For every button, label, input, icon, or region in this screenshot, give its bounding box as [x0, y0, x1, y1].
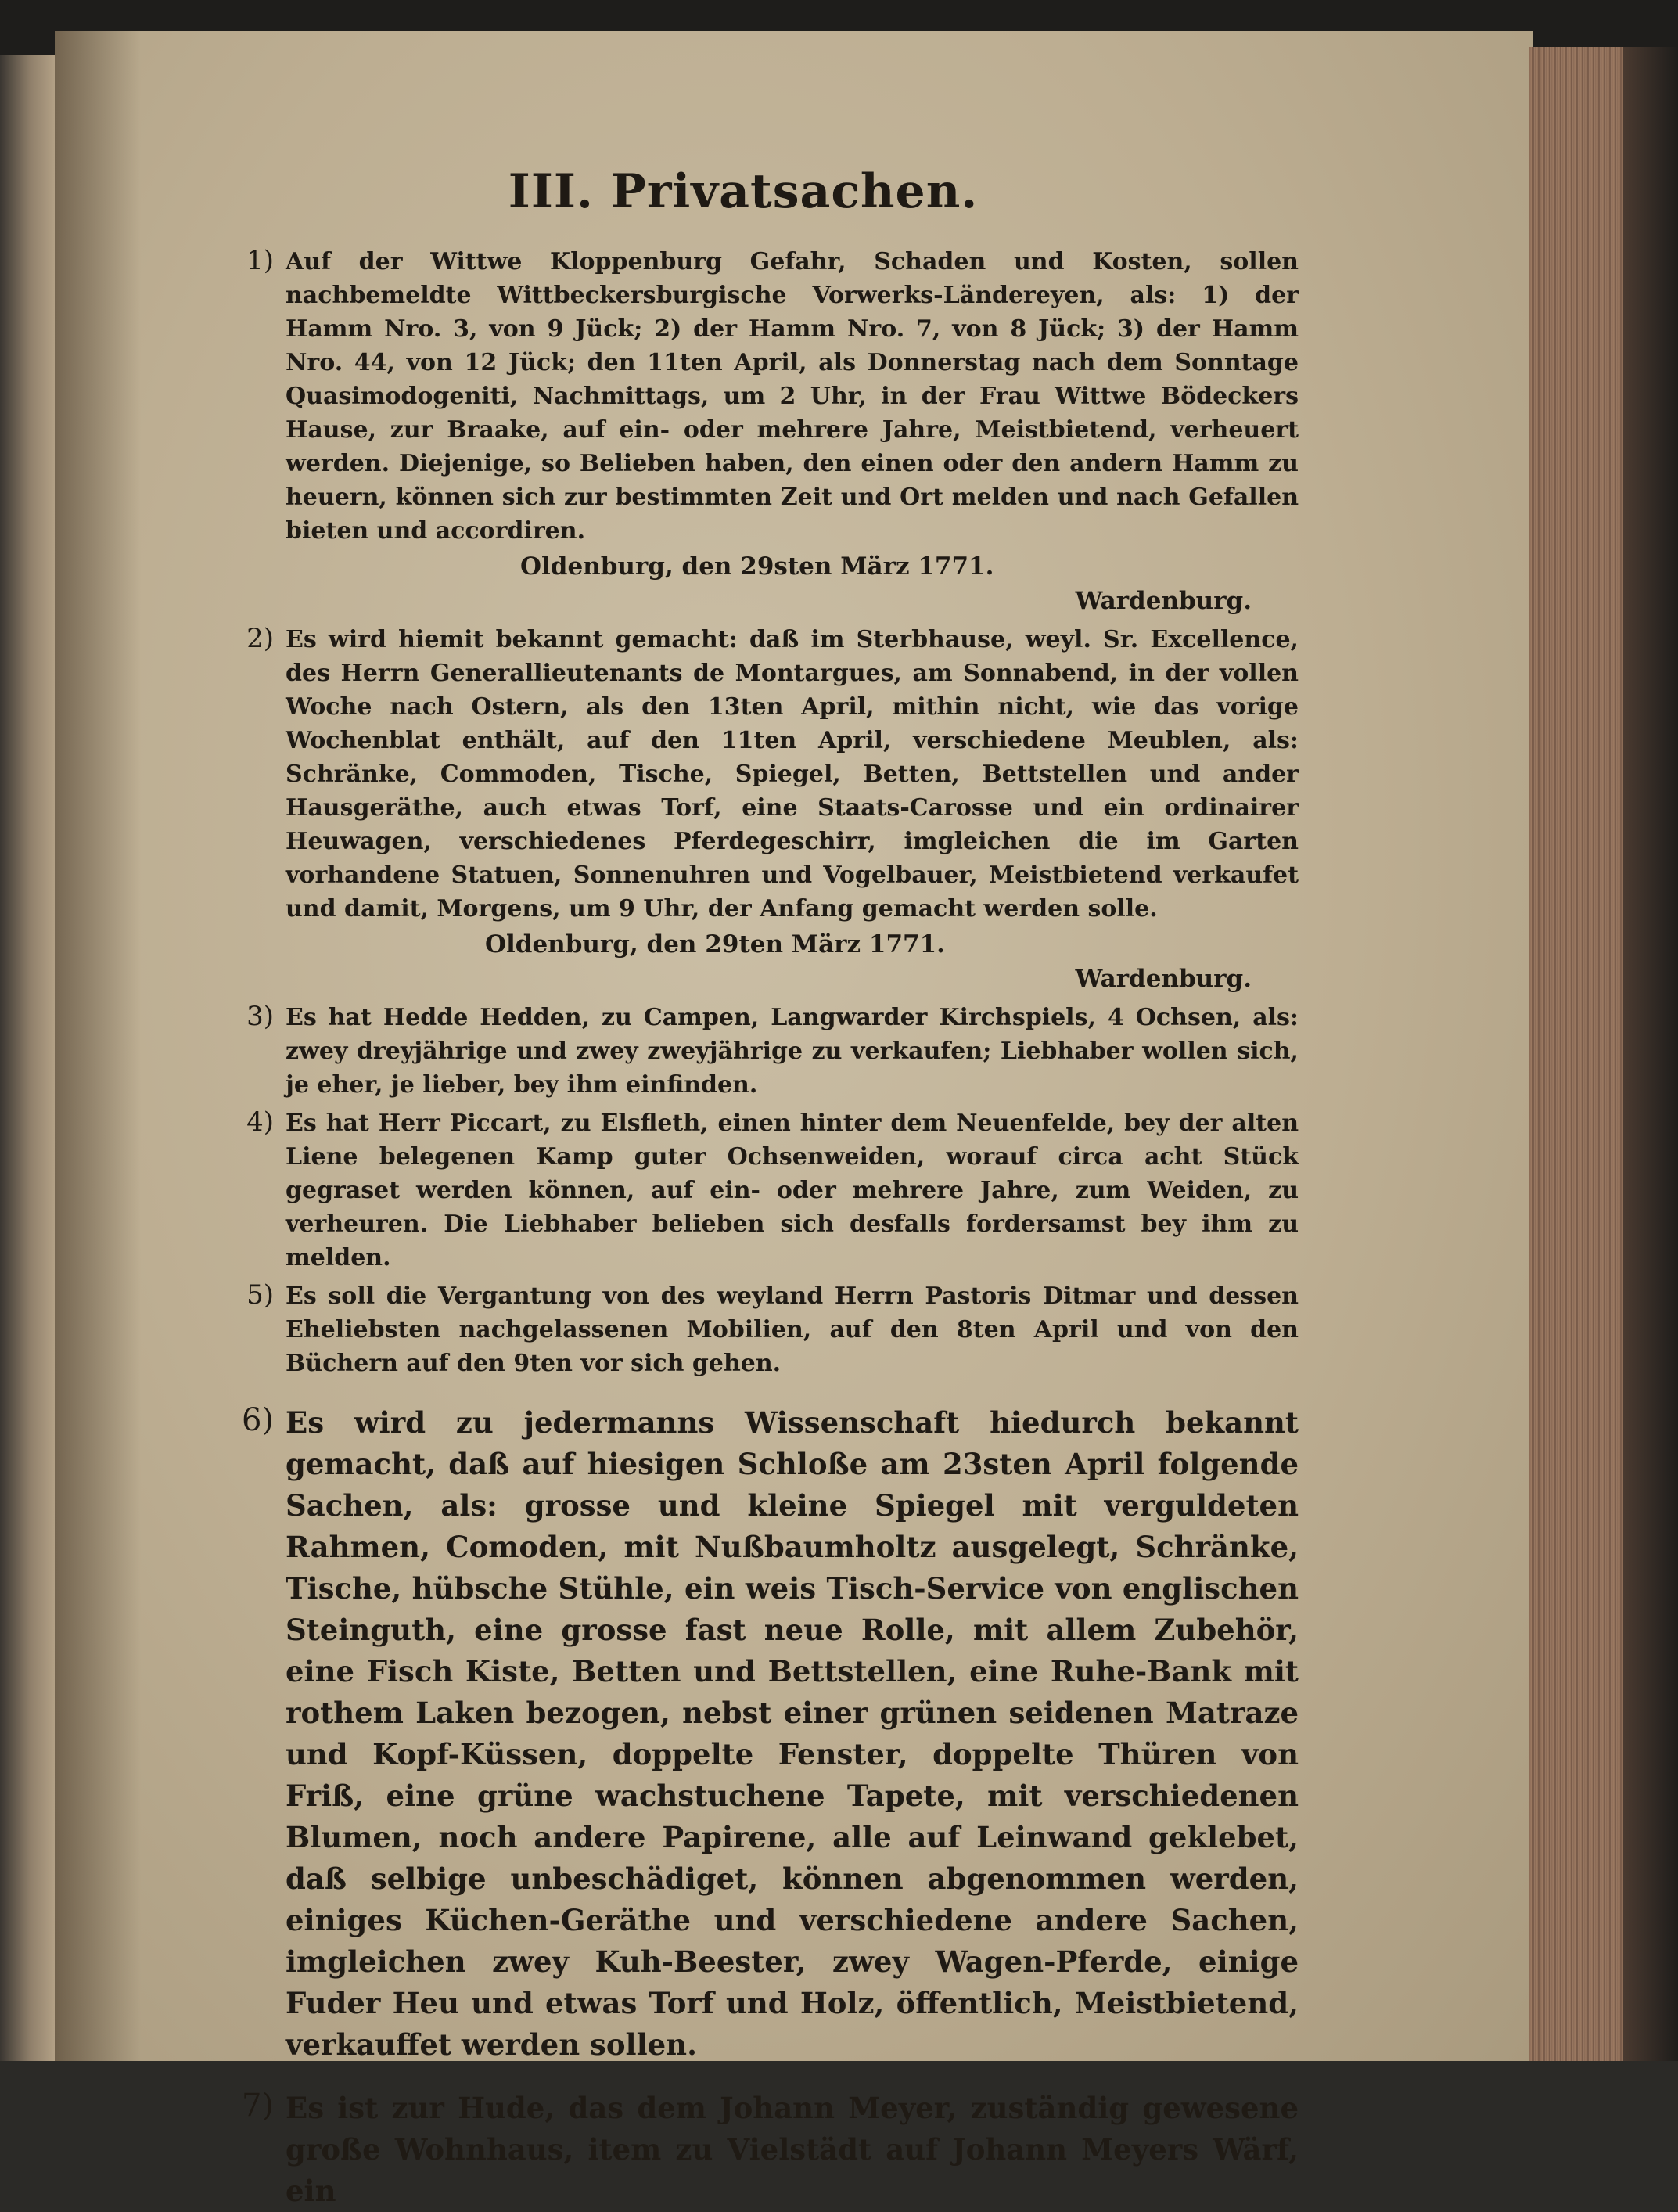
page-content [188, 160, 1299, 2212]
entry-7 [188, 2088, 1299, 2212]
page-stack-shade [1623, 47, 1678, 2061]
entry-number: 5) [246, 1279, 274, 1311]
page-stack-edge [1529, 47, 1623, 2061]
entry-date: Oldenburg, den 29sten März 1771. [520, 552, 994, 581]
entry-1 [188, 245, 1299, 618]
entry-number: 6) [241, 1402, 274, 1438]
entry-5 [188, 1279, 1299, 1380]
entry-number: 1) [246, 245, 274, 276]
entry-6 [188, 1402, 1299, 2066]
entry-text: Es hat Herr Piccart, zu Elsfleth, einen hinter dem Neuenfelde, bey der alten Liene belegenen Kamp guter Ochsenweiden, worauf circa acht Stück gegraset werden können, auf ein- oder mehrere Jahre, zum Weiden, zu verheuren. Die Liebhaber belieben sich desfalls fordersamst bey ihm zu melden. [286, 1110, 1299, 1271]
section-title: III. Privatsachen. [508, 164, 979, 219]
entry-text: Es hat Hedde Hedden, zu Campen, Langwarder Kirchspiels, 4 Ochsen, als: zwey dreyjährige und zwey zweyjährige zu verkaufen; Liebhaber wollen sich, je eher, je lieber, bey ihm einfinden. [286, 1004, 1299, 1099]
entry-2 [188, 623, 1299, 996]
entry-number: 2) [246, 623, 274, 654]
entry-number: 3) [246, 1001, 274, 1032]
entry-date: Oldenburg, den 29ten März 1771. [485, 930, 945, 959]
entry-number: 4) [246, 1106, 274, 1138]
entry-3 [188, 1001, 1299, 1102]
entry-text: Es ist zur Hude, das dem Johann Meyer, zuständig gewesene große Wohnhaus, item zu Vielstädt auf Johann Meyers Wärf, ein [286, 2091, 1299, 2208]
entry-text: Auf der Wittwe Kloppenburg Gefahr, Schaden und Kosten, sollen nachbemeldte Wittbeckersburgische Vorwerks-Ländereyen, als: 1) der Hamm Nro. 3, von 9 Jück; 2) der Hamm Nro. 7, von 8 Jück; 3) der Hamm Nro. 44, von 12 Jück; den 11ten April, als Donnerstag nach dem Sonntage Quasimodogeniti, Nachmittags, um 2 Uhr, in der Frau Wittwe Bödeckers Hause, zur Braake, auf ein- oder mehrere Jahre, Meistbietend, verheuert werden. Diejenige, so Belieben haben, den einen oder den andern Hamm zu heuern, können sich zur bestimmten Zeit und Ort melden und nach Gefallen bieten und accordiren. [286, 248, 1299, 545]
entry-signature: Wardenburg. [1075, 965, 1252, 993]
gutter-shadow [55, 31, 141, 2061]
entry-4 [188, 1106, 1299, 1275]
entry-text: Es soll die Vergantung von des weyland Herrn Pastoris Ditmar und dessen Eheliebsten nachgelassenen Mobilien, auf den 8ten April und von den Büchern auf den 9ten vor sich gehen. [286, 1282, 1299, 1377]
entry-text: Es wird hiemit bekannt gemacht: daß im Sterbhause, weyl. Sr. Excellence, des Herrn Generallieutenants de Montargues, am Sonnabend, in der vollen Woche nach Ostern, als den 13ten April, mithin nicht, wie das vorige Wochenblat enthält, auf den 11ten April, verschiedene Meublen, als: Schränke, Commoden, Tische, Spiegel, Betten, Bettstellen und ander Hausgeräthe, auch etwas Torf, eine Staats-Carosse und ein ordinairer Heuwagen, verschiedenes Pferdegeschirr, imgleichen die im Garten vorhandene Statuen, Sonnenuhren und Vogelbauer, Meistbietend verkaufet und damit, Morgens, um 9 Uhr, der Anfang gemacht werden solle. [286, 626, 1299, 923]
left-page-edge [0, 55, 55, 2061]
entry-number: 7) [241, 2088, 274, 2124]
entry-text: Es wird zu jedermanns Wissenschaft hiedurch bekannt gemacht, daß auf hiesigen Schloße am 23sten April folgende Sachen, als: grosse und kleine Spiegel mit verguldeten Rahmen, Comoden, mit Nußbaumholtz ausgelegt, Schränke, Tische, hübsche Stühle, ein weis Tisch-Service von englischen Steinguth, eine grosse fast neue Rolle, mit allem Zubehör, eine Fisch Kiste, Betten und Bettstellen, eine Ruhe-Bank mit rothem Laken bezogen, nebst einer grünen seidenen Matraze und Kopf-Küssen, doppelte Fenster, doppelte Thüren von Friß, eine grüne wachstuchene Tapete, mit verschiedenen Blumen, noch andere Papirene, alle auf Leinwand geklebet, daß selbige unbeschädiget, können abgenommen werden, einiges Küchen-Geräthe und verschiedene andere Sachen, imgleichen zwey Kuh-Beester, zwey Wagen-Pferde, einige Fuder Heu und etwas Torf und Holz, öffentlich, Meistbietend, verkauffet werden sollen. [286, 1405, 1299, 2062]
entry-signature: Wardenburg. [1075, 587, 1252, 615]
